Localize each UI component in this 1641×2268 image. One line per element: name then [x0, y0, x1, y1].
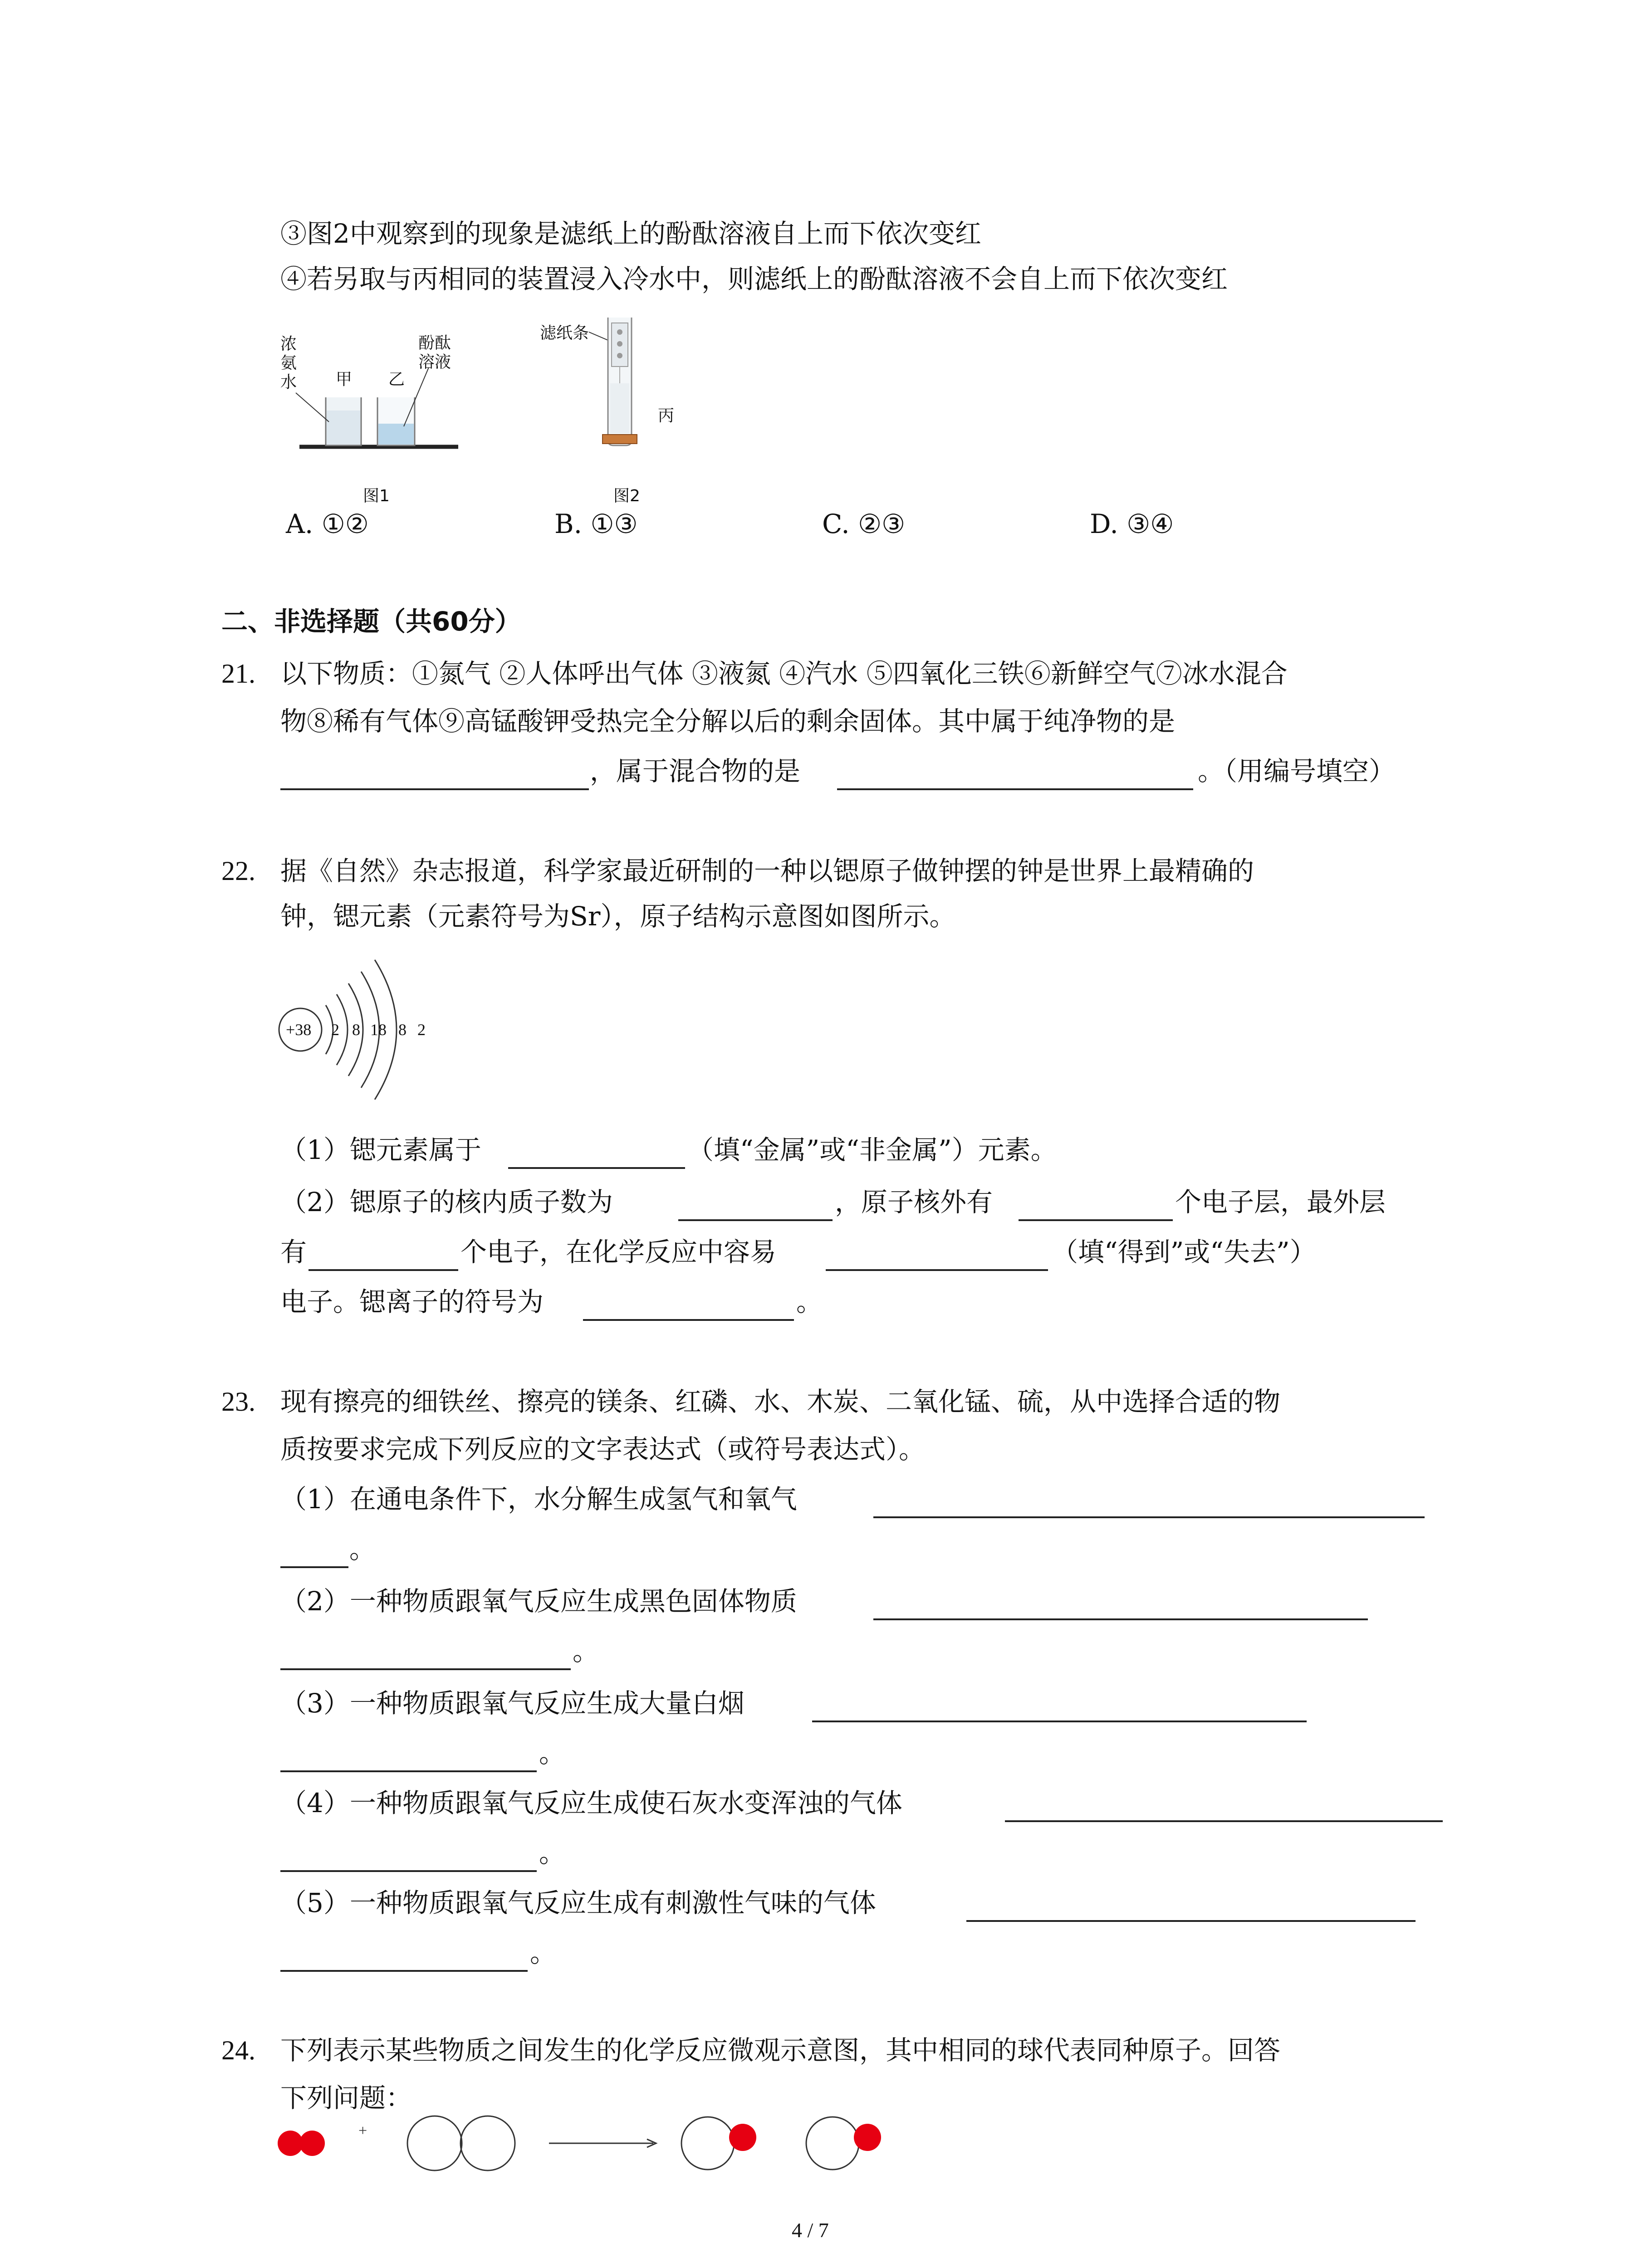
q22-part-2-a: （2）锶原子的核内质子数为 [280, 1187, 613, 1217]
q22-part-1-b: （填“金属”或“非金属”）元素。 [687, 1134, 1057, 1165]
q23-blank-4a[interactable] [1005, 1820, 1443, 1822]
reactant-2-atom-b [460, 2116, 515, 2170]
reactant-1-atom-b [299, 2131, 325, 2156]
q20-option-d: D. ③④ [1090, 508, 1174, 539]
atom-shell-2: 8 [352, 1021, 360, 1039]
q21-line-3-end: 。（用编号填空） [1198, 756, 1396, 787]
q22-blank-metal[interactable] [508, 1167, 685, 1169]
q22-blank-outer-electrons[interactable] [309, 1269, 458, 1271]
q23-item-1: （1）在通电条件下，水分解生成氢气和氧气 [280, 1484, 797, 1515]
fig2-caption: 图2 [613, 487, 640, 505]
figure-2 [531, 313, 694, 513]
q23-line-1: 现有擦亮的细铁丝、擦亮的镁条、红磷、水、木炭、二氧化锰、硫，从中选择合适的物 [280, 1386, 1281, 1417]
plus-sign: + [358, 2122, 367, 2139]
q20-option-b: B. ①③ [554, 508, 638, 539]
atom-nucleus-charge: +38 [286, 1021, 312, 1039]
q22-part-2-f: （填“得到”或“失去”） [1052, 1237, 1316, 1267]
q22-part-2-h: 。 [796, 1286, 823, 1317]
q21-number: 21. [221, 659, 255, 689]
q22-part-2-c: 个电子层，最外层 [1175, 1187, 1386, 1217]
q23-item-5: （5）一种物质跟氧气反应生成有刺激性气味的气体 [280, 1887, 876, 1918]
q21-line-2: 物⑧稀有气体⑨高锰酸钾受热完全分解以后的剩余固体。其中属于纯净物的是 [280, 706, 1176, 737]
figure-1 [272, 318, 463, 513]
atom-shell-1: 2 [331, 1021, 339, 1039]
q21-blank-mixture[interactable] [837, 788, 1193, 790]
fig2-label-strip: 滤纸条 [540, 324, 589, 342]
q22-line-2: 钟，锶元素（元素符号为Sr），原子结构示意图如图所示。 [280, 901, 956, 932]
q23-period-3: 。 [539, 1738, 566, 1769]
q20-item-4: ④若另取与丙相同的装置浸入冷水中，则滤纸上的酚酞溶液不会自上而下依次变红 [280, 264, 1228, 294]
product-2-atom-red [854, 2124, 881, 2151]
q23-period-2: 。 [573, 1636, 599, 1667]
q24-line-1: 下列表示某些物质之间发生的化学反应微观示意图，其中相同的球代表同种原子。回答 [280, 2035, 1281, 2066]
q20-option-a: A. ①② [286, 508, 369, 539]
page-number: 4 / 7 [792, 2219, 829, 2242]
product-1-atom-white [681, 2117, 734, 2170]
q22-part-2-b: ，原子核外有 [835, 1187, 993, 1217]
q22-part-1-a: （1）锶元素属于 [280, 1134, 481, 1165]
q23-blank-5b[interactable] [280, 1970, 528, 1972]
q23-period-4: 。 [539, 1838, 566, 1868]
product-2-atom-white [806, 2117, 859, 2170]
fig1-label-yi: 乙 [388, 370, 405, 389]
q20-item-3: ③图2中观察到的现象是滤纸上的酚酞溶液自上而下依次变红 [280, 218, 981, 249]
reactant-1-atom-a [278, 2131, 303, 2156]
q23-blank-1b[interactable] [280, 1566, 348, 1568]
reactant-2-atom-a [407, 2116, 462, 2170]
q23-blank-3a[interactable] [812, 1721, 1307, 1722]
q22-blank-shells[interactable] [1019, 1219, 1173, 1221]
figure-1-drawing [272, 318, 463, 513]
q23-number: 23. [221, 1387, 255, 1417]
q23-blank-2a[interactable] [873, 1618, 1368, 1620]
q23-blank-3b[interactable] [280, 1770, 537, 1772]
q23-period-5: 。 [530, 1937, 557, 1968]
q21-line-1: 以下物质：①氮气 ②人体呼出气体 ③液氮 ④汽水 ⑤四氧化三铁⑥新鲜空气⑦冰水混合 [280, 658, 1288, 689]
fig1-label-phenol-1: 酚酞 [418, 334, 451, 352]
q22-blank-ion-symbol[interactable] [583, 1319, 794, 1321]
q23-blank-5a[interactable] [966, 1920, 1416, 1922]
q21-blank-pure[interactable] [280, 788, 589, 790]
q23-line-2: 质按要求完成下列反应的文字表达式（或符号表达式）。 [280, 1434, 926, 1465]
fig1-caption: 图1 [363, 487, 390, 505]
q23-item-4: （4）一种物质跟氧气反应生成使石灰水变浑浊的气体 [280, 1788, 902, 1818]
q23-blank-4b[interactable] [280, 1870, 537, 1872]
q24-number: 24. [221, 2035, 255, 2065]
atom-structure-drawing [272, 943, 463, 1125]
fig1-label-ammonia-2: 氨 [280, 354, 297, 372]
q22-blank-protons[interactable] [678, 1219, 833, 1221]
q20-option-c: C. ②③ [822, 508, 906, 539]
fig1-label-jia: 甲 [336, 370, 353, 389]
q23-item-3: （3）一种物质跟氧气反应生成大量白烟 [280, 1688, 745, 1719]
q21-line-3-mid: ，属于混合物的是 [590, 756, 801, 787]
q22-number: 22. [221, 856, 255, 886]
section-heading: 二、非选择题（共60分） [221, 606, 521, 637]
q24-line-2: 下列问题： [280, 2082, 412, 2113]
q22-part-2-e: 个电子，在化学反应中容易 [460, 1237, 777, 1267]
fig1-label-ammonia-1: 浓 [280, 335, 297, 353]
q23-period-1: 。 [349, 1534, 376, 1564]
reaction-micro-diagram [272, 2109, 907, 2177]
fig2-label-bing: 丙 [658, 406, 675, 425]
atom-structure-diagram [272, 943, 463, 1125]
q23-item-2: （2）一种物质跟氧气反应生成黑色固体物质 [280, 1586, 797, 1617]
atom-shell-4: 8 [398, 1021, 407, 1039]
q23-blank-2b[interactable] [280, 1668, 571, 1670]
q22-line-1: 据《自然》杂志报道，科学家最近研制的一种以锶原子做钟摆的钟是世界上最精确的 [280, 855, 1254, 886]
fig1-label-phenol-2: 溶液 [418, 353, 451, 371]
figure-2-drawing [531, 313, 694, 513]
reaction-drawing [272, 2109, 907, 2177]
q22-part-2-d: 有 [280, 1237, 307, 1267]
atom-shell-3: 18 [370, 1021, 387, 1039]
q23-blank-1a[interactable] [873, 1516, 1425, 1518]
q22-blank-gain-lose[interactable] [826, 1269, 1048, 1271]
product-1-atom-red [729, 2124, 756, 2151]
q22-part-2-g: 电子。锶离子的符号为 [280, 1286, 544, 1317]
fig1-label-ammonia-3: 水 [280, 373, 297, 391]
atom-shell-5: 2 [417, 1021, 426, 1039]
